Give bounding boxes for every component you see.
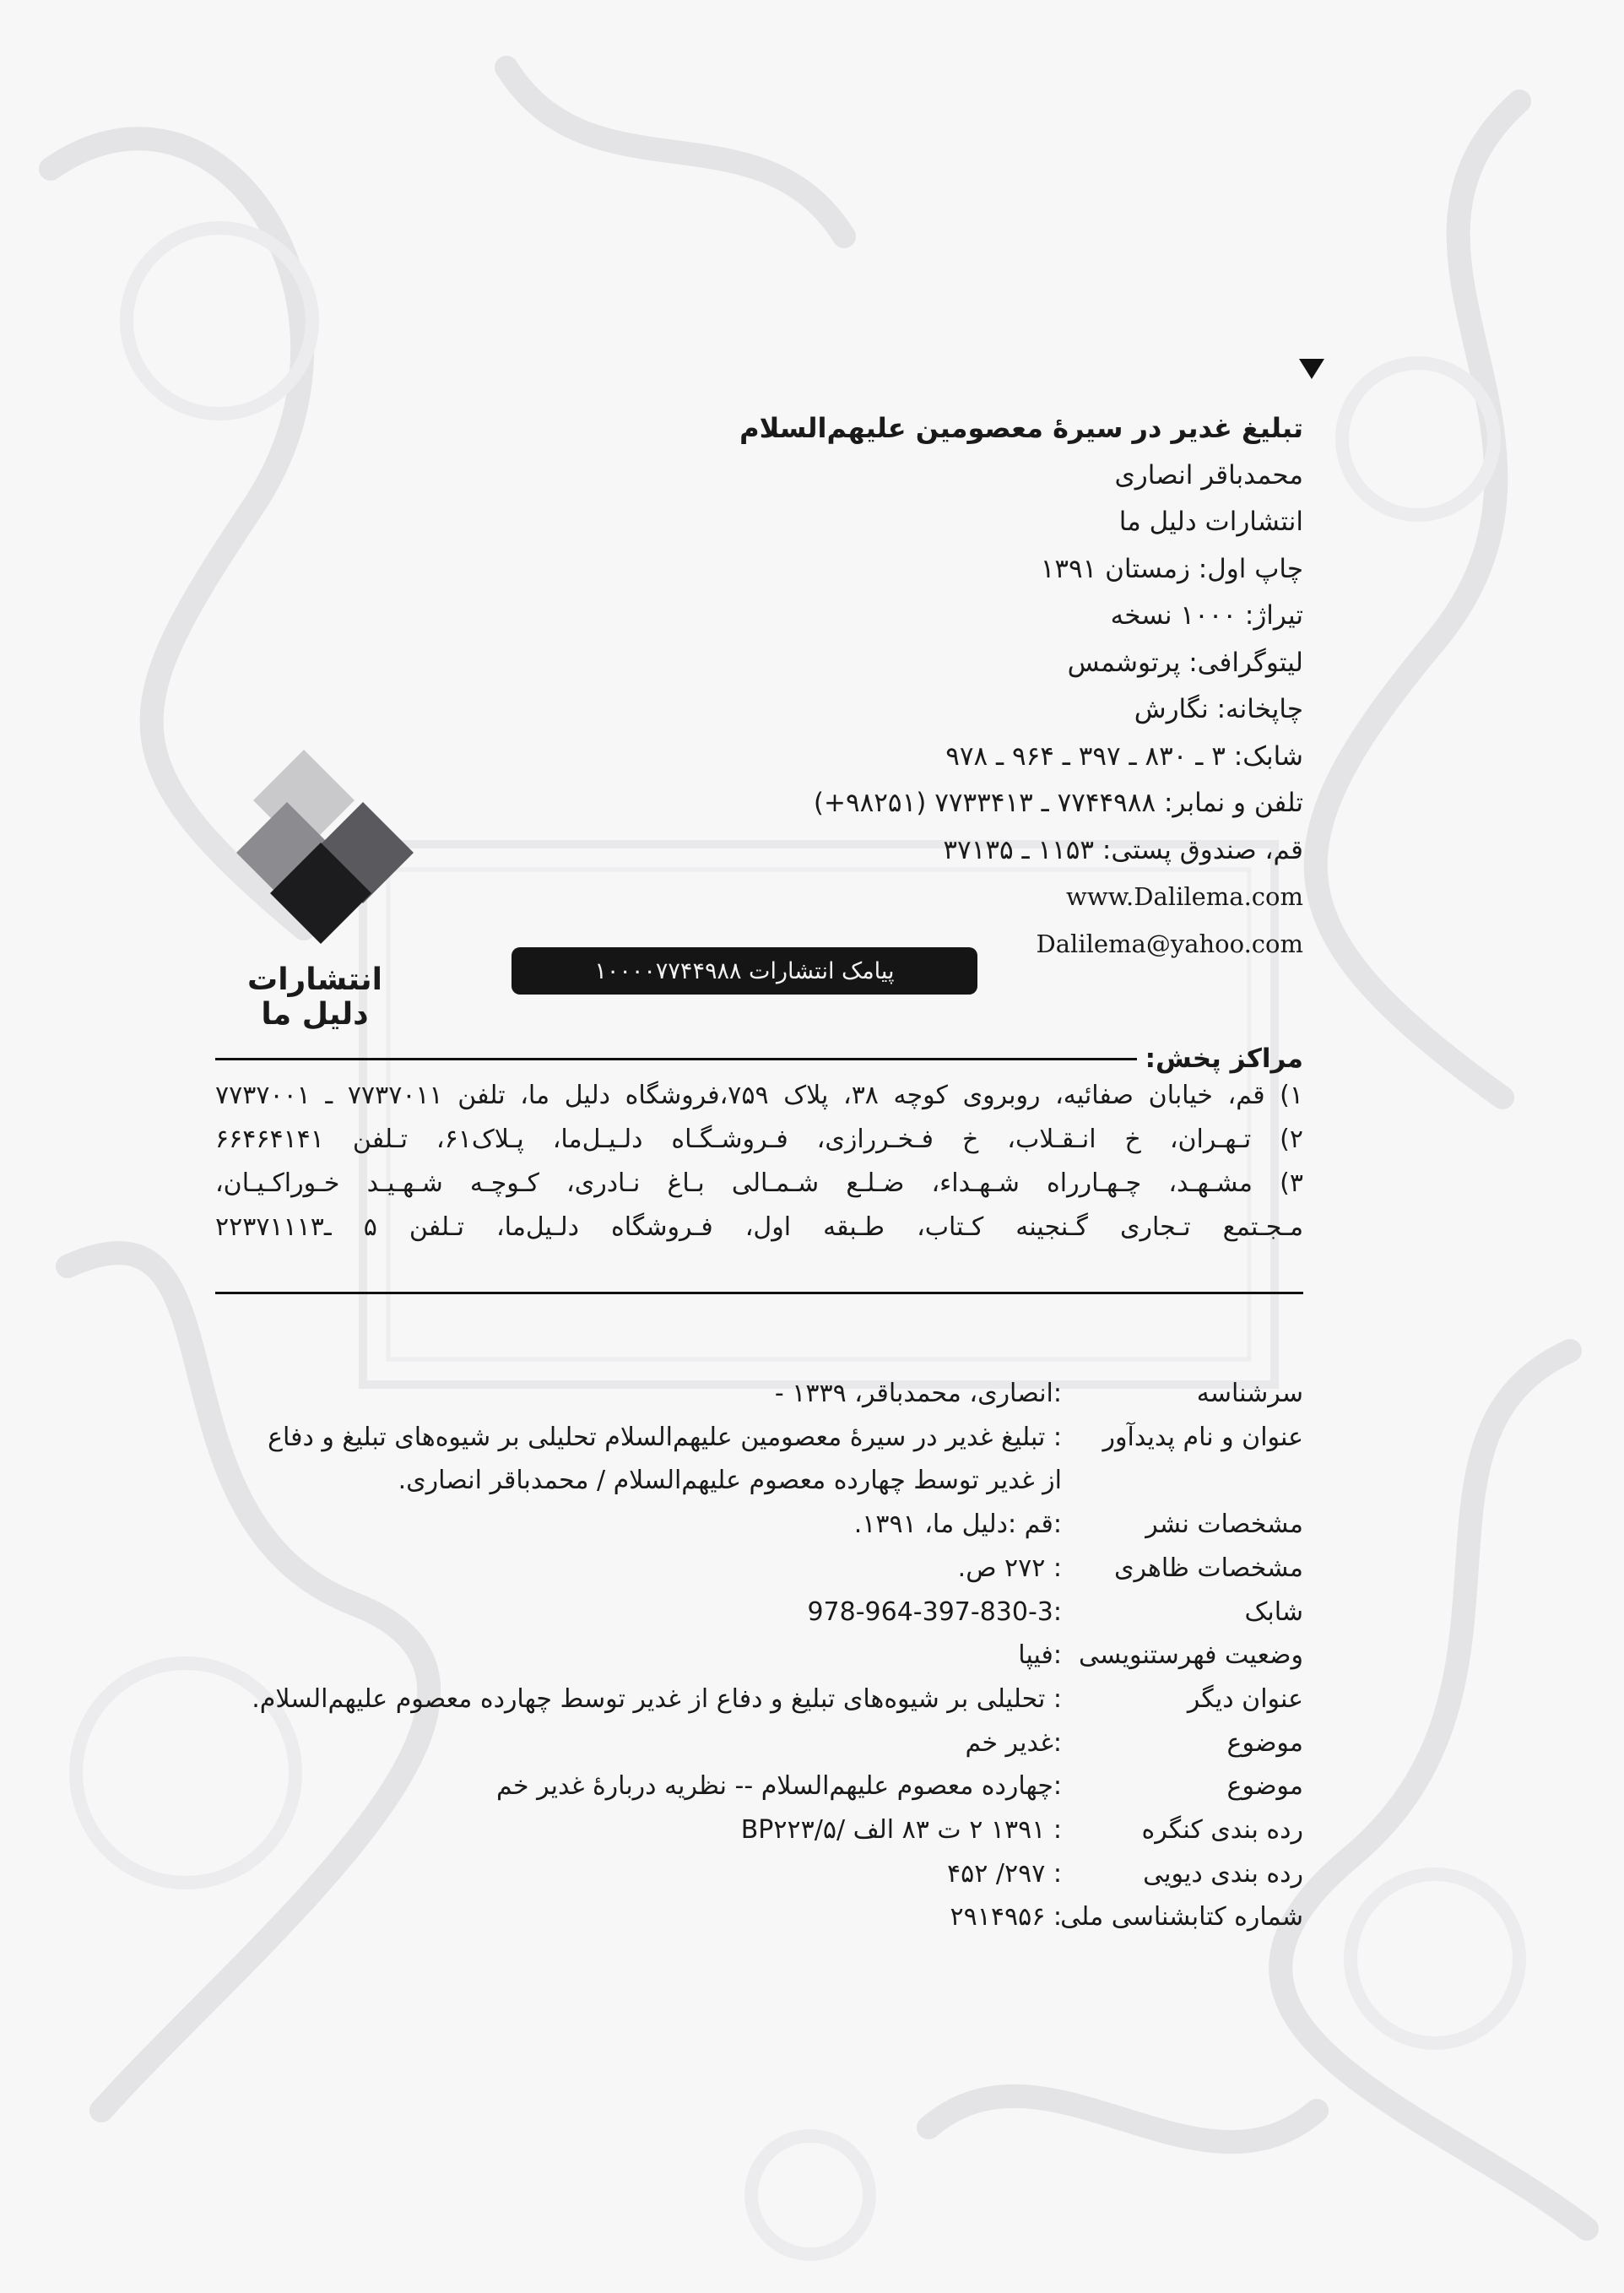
cip-value: از غدیر توسط چهارده معصوم علیهم‌السلام / محمدباقر انصاری.: [398, 1466, 1062, 1496]
cip-isbn: 978-964-397-830-3:: [807, 1596, 1062, 1627]
distribution-heading: [215, 1044, 1303, 1074]
cip-value: [214, 1591, 1062, 1634]
address-line: ۳) مشـهـد، چـهـارراه شـهـداء، ضـلـع شـمـالی بـاغ نـادری، کـوچـه شـهـیـد خـوراکـیـان،: [215, 1168, 1303, 1198]
cip-key: موضوع: [1226, 1771, 1303, 1802]
cip-key: مشخصات ظاهری: [1113, 1553, 1303, 1583]
cip-value: : ۲۷۲ ص.: [957, 1553, 1062, 1583]
cip-value: : تحلیلی بر شیوه‌های تبلیغ و دفاع از غدیر توسط چهارده معصوم علیهم‌السلام.: [252, 1683, 1062, 1714]
section-divider: [215, 1292, 1303, 1294]
cip-row: [214, 1808, 1303, 1852]
cip-key: رده بندی دیویی: [1143, 1858, 1303, 1889]
cip-row: [214, 1372, 1303, 1416]
sms-number-badge: [512, 947, 977, 995]
cip-row: [214, 1634, 1303, 1678]
cip-row: [214, 1459, 1303, 1503]
distribution-centers: [215, 1044, 1303, 1249]
cip-key: شابک: [1244, 1596, 1303, 1627]
cip-row: [214, 1721, 1303, 1765]
cip-row: [214, 1591, 1303, 1634]
cip-key: سرشناسه: [1196, 1379, 1303, 1408]
publisher-logo-text: انتشارات دلیل ما: [247, 962, 382, 1032]
distribution-label: مراکز پخش:: [1145, 1044, 1303, 1074]
print-run: تیراژ: ۱۰۰۰ نسخه: [1110, 600, 1303, 631]
address-line: مـجـتمع تـجاری گـنجینه کـتاب، طـبقه اول، فـروشگاه دلـیل‌ما، تـلفن ۵ ـ۲۲۳۷۱۱۱۳: [215, 1212, 1304, 1242]
cip-value: : ۲۹۷/ ۴۵۲: [947, 1858, 1062, 1889]
phone-line: تلفن و نمابر: ۷۷۴۴۹۸۸ ـ ۷۷۳۳۴۱۳ (۹۸۲۵۱+): [813, 788, 1303, 818]
address-line: ۱) قم، خیابان صفائیه، روبروی کوچه ۳۸، پلاک ۷۵۹،فروشگاه دلیل ما، تلفن ۷۷۳۷۰۱۱ ـ ۷۷۳۷۰۰۱: [215, 1081, 1304, 1110]
cip-key: موضوع: [1226, 1727, 1303, 1758]
cip-row: [214, 1764, 1303, 1808]
cip-value: :قم :دلیل ما، ۱۳۹۱.: [853, 1510, 1062, 1540]
cip-value: : تبلیغ غدیر در سیرهٔ معصومین علیهم‌السلام تحلیلی بر شیوه‌های تبلیغ و دفاع: [268, 1422, 1062, 1452]
website: www.Dalilema.com: [1066, 882, 1303, 911]
address-line: ۲) تـهـران، خ انـقـلاب، خ فـخـررازی، فـروشـگـاه دلـیـل‌ما، پـلاک۶۱، تـلفن ۶۶۴۶۴۱۴۱: [215, 1125, 1303, 1154]
cip-row: [214, 1895, 1303, 1939]
cip-row: [214, 1852, 1303, 1896]
book-title: تبلیغ غدیر در سیرهٔ معصومین علیهم‌السلام: [739, 412, 1303, 444]
sms-text: پیامک انتشارات ۱۰۰۰۰۷۷۴۴۹۸۸: [594, 957, 895, 984]
cip-key: رده بندی کنگره: [1141, 1815, 1303, 1846]
email: Dalilema@yahoo.com: [1036, 929, 1303, 958]
cip-value: :فیپا: [1018, 1640, 1062, 1671]
cip-value: :انصاری، محمدباقر، ۱۳۳۹ -: [774, 1379, 1062, 1408]
cip-row: [214, 1503, 1303, 1547]
author: محمدباقر انصاری: [1114, 459, 1303, 491]
cip-row: [214, 1678, 1303, 1721]
cip-value: :چهارده معصوم علیهم‌السلام -- نظریه دربارهٔ غدیر خم: [496, 1771, 1062, 1802]
lithography: لیتوگرافی: پرتوشمس: [1067, 647, 1303, 678]
cip-key: وضعیت فهرستنویسی: [1078, 1640, 1303, 1671]
cip-row: [214, 1547, 1303, 1591]
cip-value: : ۱۳۹۱ ۲ ت ۸۳ الف /BP۲۲۳/۵: [740, 1815, 1062, 1846]
po-box-line: قم، صندوق پستی: ۱۱۵۳ ـ ۳۷۱۳۵: [943, 834, 1303, 865]
cip-key: عنوان و نام پدیدآور: [1102, 1422, 1303, 1452]
printing-house: چاپخانه: نگارش: [1134, 694, 1303, 724]
cataloging-in-publication: [214, 1372, 1303, 1939]
cip-key: عنوان دیگر: [1187, 1683, 1303, 1714]
publisher: انتشارات دلیل ما: [1118, 507, 1303, 537]
triangle-marker-icon: [1299, 359, 1324, 379]
cip-key: مشخصات نشر: [1145, 1510, 1303, 1540]
book-info: [544, 405, 1303, 968]
edition: چاپ اول: زمستان ۱۳۹۱: [1040, 553, 1303, 584]
cip-row: [214, 1416, 1303, 1460]
heading-rule: [215, 1058, 1137, 1060]
cip-key: شماره کتابشناسی ملی: [1060, 1902, 1303, 1933]
publisher-logo-icon: [236, 743, 422, 946]
cip-value: :غدیر خم: [965, 1727, 1062, 1758]
cip-value: : ۲۹۱۴۹۵۶: [950, 1902, 1062, 1933]
cip-key: [1062, 1459, 1303, 1503]
isbn-line: شابک: ۳ ـ ۸۳۰ ـ ۳۹۷ ـ ۹۶۴ ـ ۹۷۸: [945, 740, 1303, 772]
